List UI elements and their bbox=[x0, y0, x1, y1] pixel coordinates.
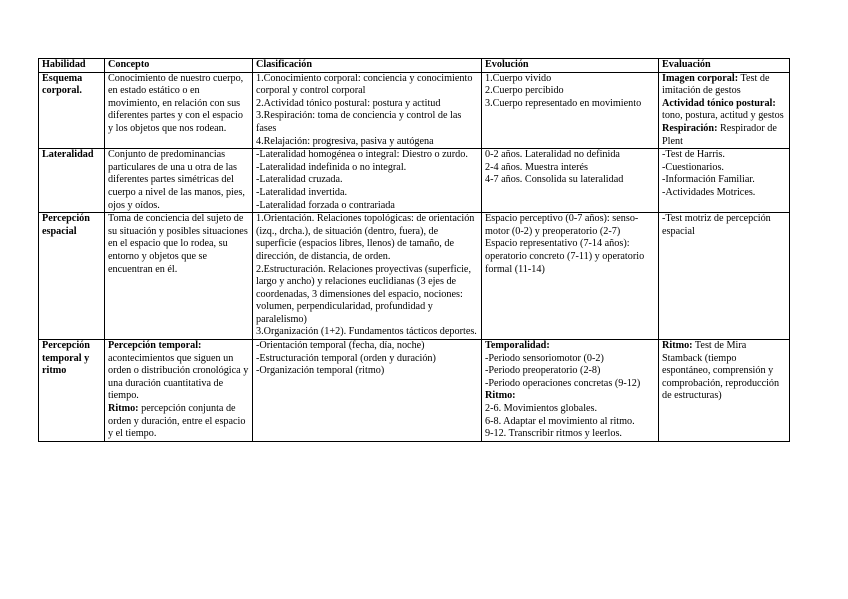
evolucion-line: Espacio representativo (7-14 años): operatorio concreto (7-11) y operatorio formal (11-14) bbox=[485, 238, 645, 275]
evolucion-cell bbox=[482, 340, 659, 442]
clasificacion-line: 3.Organización (1+2). Fundamentos tácticos deportes. bbox=[256, 326, 477, 338]
evolucion-cell bbox=[482, 72, 659, 149]
table-row bbox=[39, 340, 790, 442]
evaluacion-line: -Test motriz de percepción espacial bbox=[662, 213, 771, 237]
evolucion-cell bbox=[482, 213, 659, 340]
habilidad-cell: Percepción temporal y ritmo bbox=[39, 340, 105, 442]
evaluacion-label: Ritmo: bbox=[662, 340, 693, 352]
evolucion-line: -Periodo sensoriomotor (0-2) bbox=[485, 352, 604, 364]
concepto-label: Percepción temporal: bbox=[108, 340, 202, 352]
habilidad-cell: Lateralidad bbox=[39, 149, 105, 213]
clasificacion-line: -Lateralidad homogénea o integral: Diestro o zurdo. bbox=[256, 149, 468, 161]
clasificacion-line: 2.Actividad tónico postural: postura y actitud bbox=[256, 97, 441, 109]
clasificacion-line: -Lateralidad invertida. bbox=[256, 186, 348, 198]
evolucion-line: 2.Cuerpo percibido bbox=[485, 85, 564, 97]
evolucion-label: Ritmo: bbox=[485, 390, 516, 402]
clasificacion-line: -Orientación temporal (fecha, día, noche) bbox=[256, 340, 425, 352]
evolucion-line: 6-8. Adaptar el movimiento al ritmo. bbox=[485, 415, 635, 427]
evaluacion-line bbox=[662, 98, 786, 123]
table-row bbox=[39, 213, 790, 340]
evolucion-line: Espacio perceptivo (0-7 años): senso-motor (0-2) y preoperatorio (2-7) bbox=[485, 213, 639, 237]
evolucion-line: 1.Cuerpo vivido bbox=[485, 72, 552, 84]
clasificacion-line: -Organización temporal (ritmo) bbox=[256, 365, 385, 377]
clasificacion-line: 1.Orientación. Relaciones topológicas: de orientación (izq., drcha.), de situación (dentro, fuera), de superficie (espacios libres, llenos) de tamaño, de dirección, de distancia, de orden. bbox=[256, 213, 475, 262]
evolucion-line: 9-12. Transcribir ritmos y leerlos. bbox=[485, 428, 622, 440]
header-evolucion: Evolución bbox=[482, 59, 659, 73]
evaluacion-line bbox=[662, 340, 786, 403]
evaluacion-line: -Test de Harris. bbox=[662, 149, 725, 161]
habilidad-cell: Percepción espacial bbox=[39, 213, 105, 340]
evaluacion-cell bbox=[659, 340, 790, 442]
concepto-line bbox=[108, 340, 249, 403]
clasificacion-line: -Lateralidad cruzada. bbox=[256, 174, 343, 186]
clasificacion-line: 3.Respiración: toma de conciencia y control de las fases bbox=[256, 110, 462, 134]
skills-table bbox=[38, 58, 790, 442]
concepto-cell: Conjunto de predominancias particulares de una u otra de las diferentes partes simétricas del cuerpo a nivel de las manos, pies, ojos y oídos. bbox=[105, 149, 253, 213]
evaluacion-cell bbox=[659, 149, 790, 213]
header-row bbox=[39, 59, 790, 73]
evaluacion-line: -Información Familiar. bbox=[662, 174, 755, 186]
clasificacion-line: -Lateralidad forzada o contrariada bbox=[256, 199, 395, 211]
evolucion-line: 2-4 años. Muestra interés bbox=[485, 161, 588, 173]
header-habilidad: Habilidad bbox=[39, 59, 105, 73]
evaluacion-label: Respiración: bbox=[662, 122, 718, 134]
header-clasificacion: Clasificación bbox=[253, 59, 482, 73]
header-concepto: Concepto bbox=[105, 59, 253, 73]
evaluacion-text: tono, postura, actitud y gestos bbox=[662, 110, 784, 122]
clasificacion-cell bbox=[253, 213, 482, 340]
table-row bbox=[39, 72, 790, 149]
concepto-text: percepción conjunta de orden y duración, entre el espacio y el tiempo. bbox=[108, 403, 246, 440]
evolucion-line: -Periodo preoperatorio (2-8) bbox=[485, 365, 601, 377]
evolucion-line: -Periodo operaciones concretas (9-12) bbox=[485, 377, 641, 389]
concepto-cell: Toma de conciencia del sujeto de su situación y posibles situaciones en el espacio que lo rodea, su entorno y objetos que se encuentran en él. bbox=[105, 213, 253, 340]
evolucion-line: 3.Cuerpo representado en movimiento bbox=[485, 97, 642, 109]
evolucion-label: Temporalidad: bbox=[485, 340, 550, 352]
evaluacion-label: Imagen corporal: bbox=[662, 72, 739, 84]
evaluacion-line: -Cuestionarios. bbox=[662, 161, 724, 173]
concepto-label: Ritmo: bbox=[108, 403, 139, 415]
evolucion-line: 4-7 años. Consolida su lateralidad bbox=[485, 174, 624, 186]
clasificacion-cell bbox=[253, 149, 482, 213]
evaluacion-line bbox=[662, 123, 786, 148]
evolucion-cell bbox=[482, 149, 659, 213]
clasificacion-line: -Lateralidad indefinida o no integral. bbox=[256, 161, 407, 173]
evaluacion-label: Actividad tónico postural: bbox=[662, 97, 776, 109]
evaluacion-cell bbox=[659, 72, 790, 149]
concepto-cell bbox=[105, 340, 253, 442]
habilidad-cell: Esquema corporal. bbox=[39, 72, 105, 149]
concepto-cell: Conocimiento de nuestro cuerpo, en estado estático o en movimiento, en relación con sus diferentes partes y con el espacio y los objetos que nos rodean. bbox=[105, 72, 253, 149]
evaluacion-text: Test de imitación de gestos bbox=[662, 72, 770, 97]
evolucion-line: 2-6. Movimientos globales. bbox=[485, 403, 598, 415]
table-row bbox=[39, 149, 790, 213]
concepto-line bbox=[108, 403, 249, 441]
concepto-text: acontecimientos que siguen un orden o distribución cronológica y una duración cuantitativa de tiempo. bbox=[108, 352, 249, 402]
clasificacion-line: 2.Estructuración. Relaciones proyectivas (superficie, largo y ancho) y relaciones euclidianas (3 ejes de coordenadas, 3 dimensiones del espacio, nociones: volumen, perpendicularidad, profundidad y paralelismo) bbox=[256, 263, 471, 325]
evaluacion-text: Respirador de Plent bbox=[662, 122, 777, 147]
clasificacion-line: 1.Conocimiento corporal: conciencia y conocimiento corporal y control corporal bbox=[256, 72, 473, 97]
evaluacion-cell bbox=[659, 213, 790, 340]
evaluacion-text: Test de Mira Stamback (tiempo espontáneo, comprensión y comprobación, reproducción de estructuras) bbox=[662, 340, 780, 402]
evaluacion-line: -Actividades Motrices. bbox=[662, 186, 756, 198]
header-evaluacion: Evaluación bbox=[659, 59, 790, 73]
evaluacion-line bbox=[662, 73, 786, 98]
clasificacion-line: -Estructuración temporal (orden y duración) bbox=[256, 352, 436, 364]
evolucion-line: 0-2 años. Lateralidad no definida bbox=[485, 149, 620, 161]
clasificacion-line: 4.Relajación: progresiva, pasiva y autógena bbox=[256, 135, 434, 147]
clasificacion-cell bbox=[253, 340, 482, 442]
clasificacion-cell bbox=[253, 72, 482, 149]
